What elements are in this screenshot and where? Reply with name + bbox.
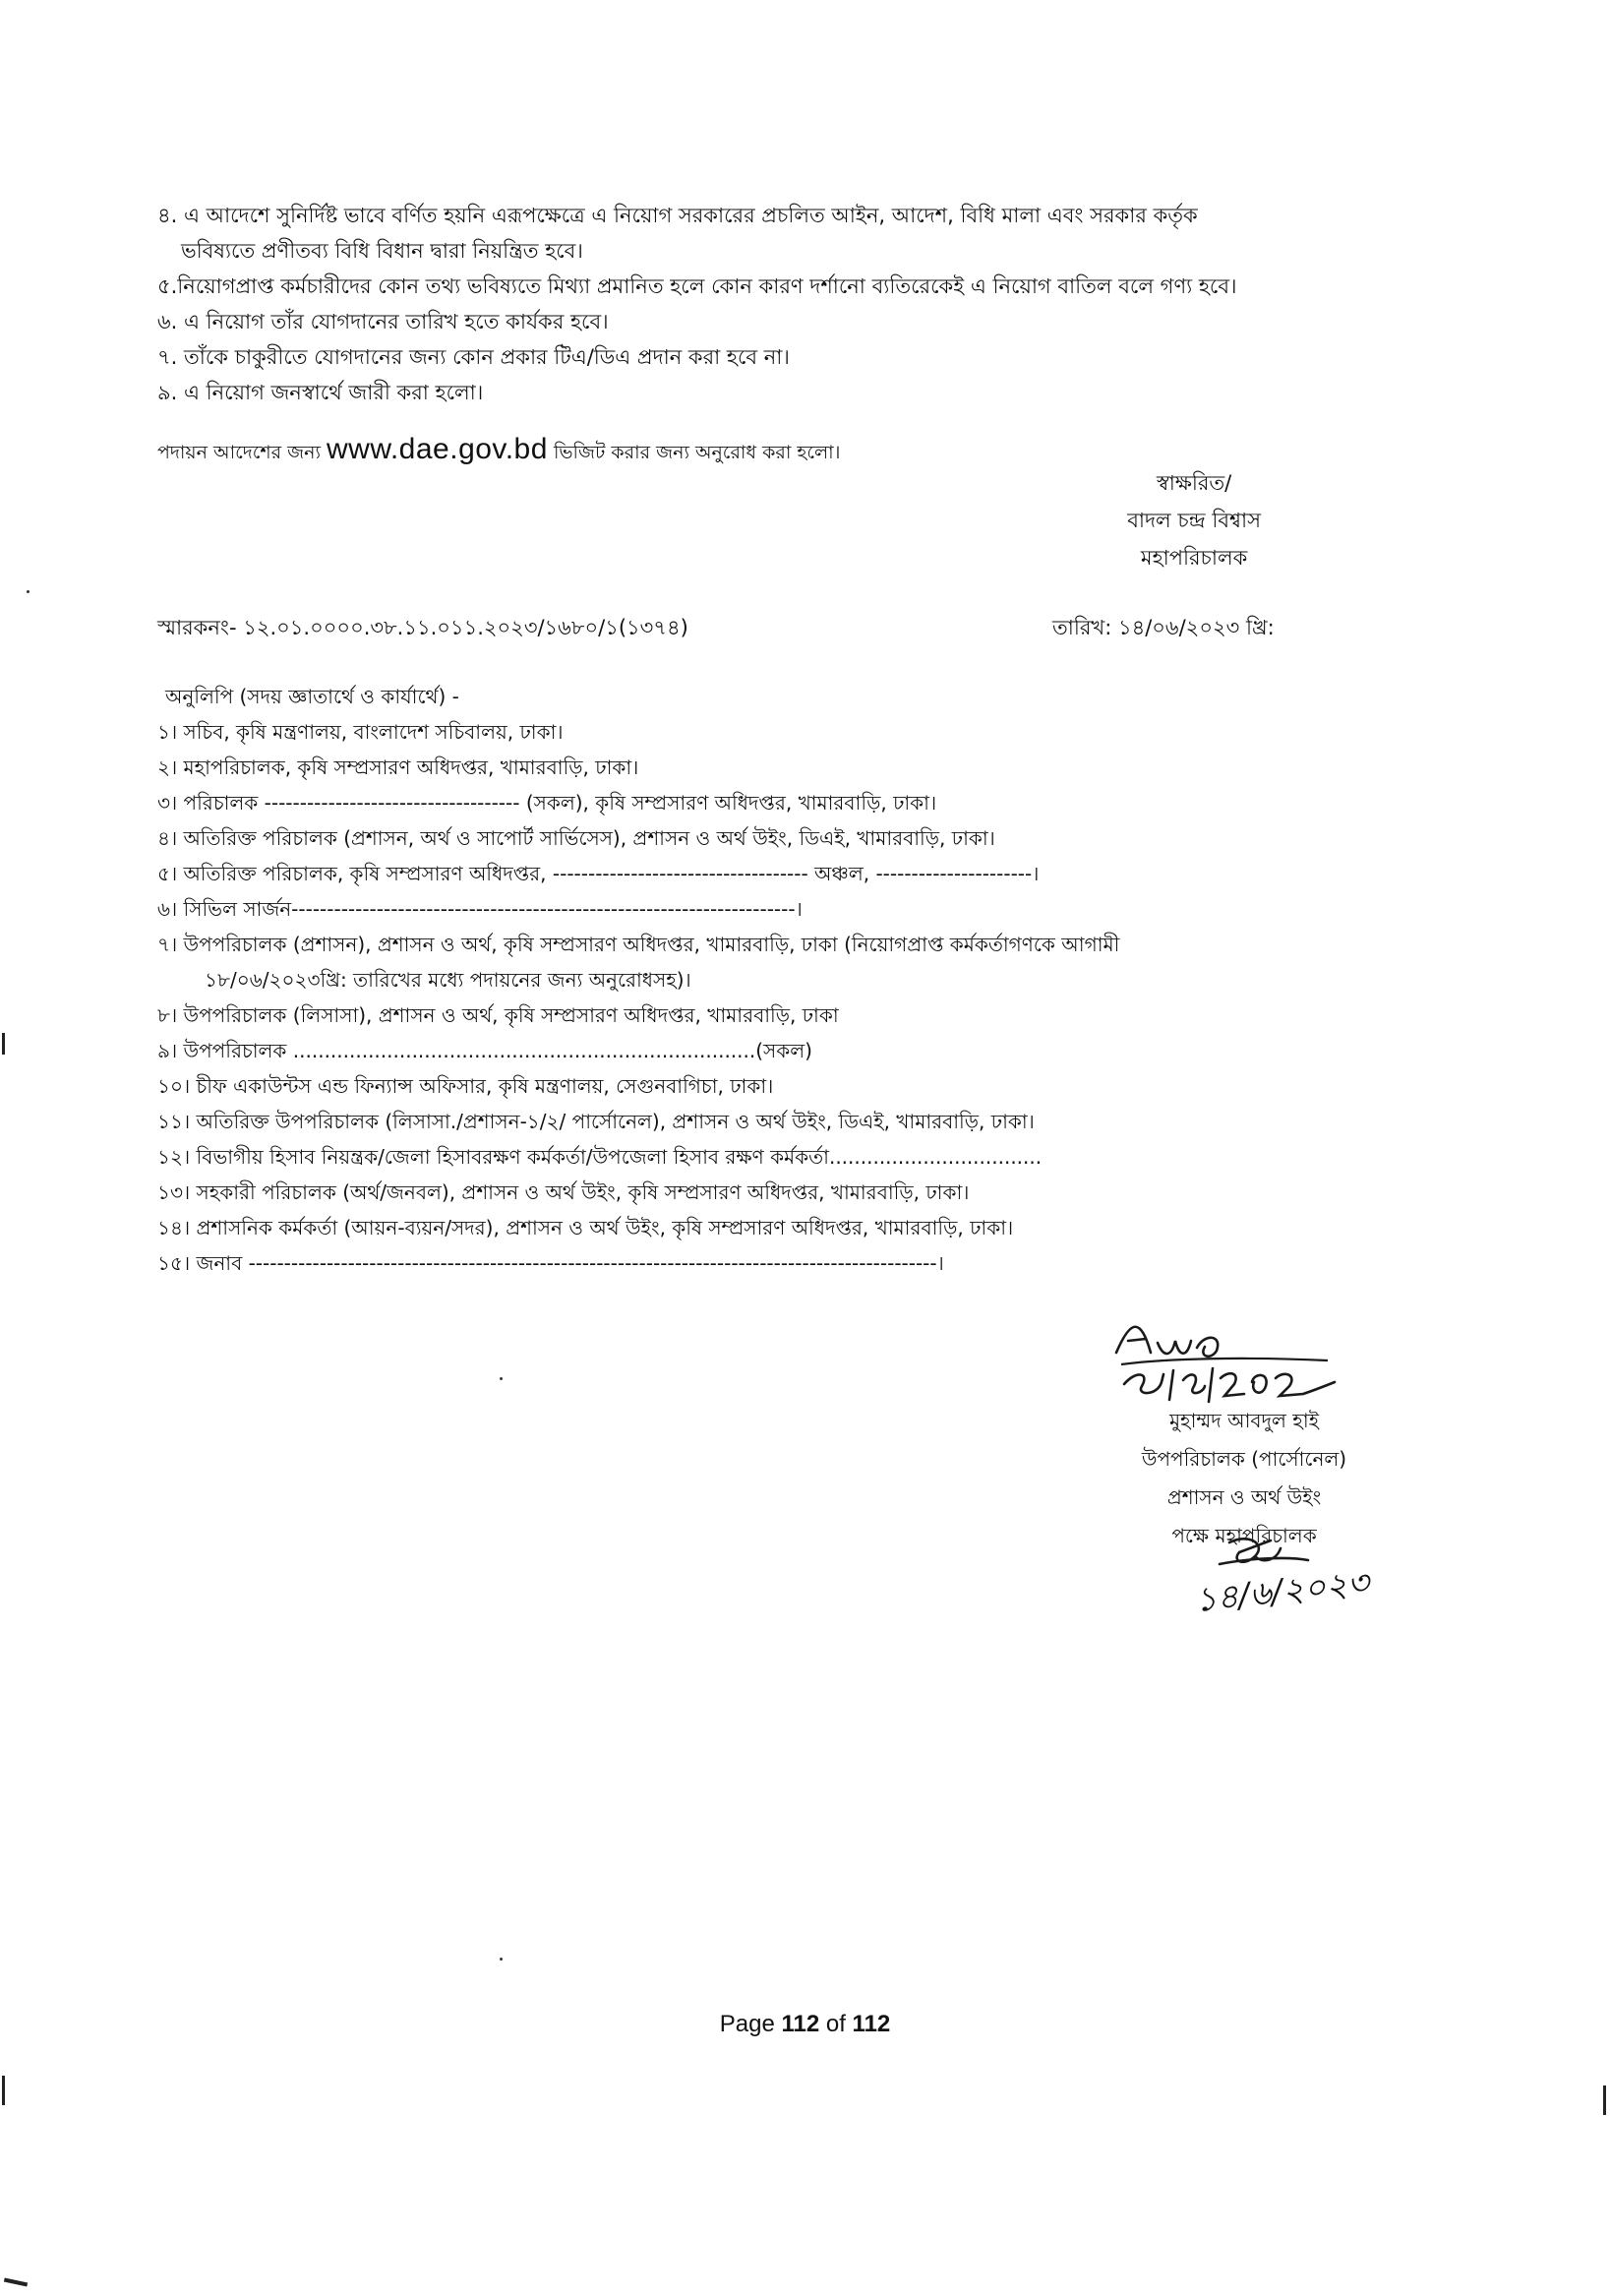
countersign-wing: প্রশাসন ও অর্থ উইং (1166, 1485, 1322, 1509)
scan-speck (500, 1958, 503, 1961)
countersign-designation: উপপরিচালক (পার্সোনেল) (1141, 1447, 1347, 1471)
copy-item: ১০। চীফ একাউন্টস এন্ড ফিন্যান্স অফিসার, কৃষি মন্ত্রণালয়, সেগুনবাগিচা, ঢাকা। (157, 1074, 774, 1098)
copy-item-continued: ১৮/০৬/২০২৩খ্রি: তারিখের মধ্যে পদায়নের জন্য অনুরোধসহ)। (205, 968, 691, 992)
scan-speck (500, 1377, 503, 1380)
signatory-name: বাদল চন্দ্র বিশ্বাস (1127, 509, 1261, 532)
copy-item: ১১। অতিরিক্ত উপপরিচালক (লিসাসা./প্রশাসন-১/২/ পার্সোনেল), প্রশাসন ও অর্থ উইং, ডিএই, খামারবাড়ি, ঢাকা। (157, 1110, 1035, 1133)
footer-page-word: Page (719, 2011, 775, 2037)
copy-item: ৭। উপপরিচালক (প্রশাসন), প্রশাসন ও অর্থ, কৃষি সম্প্রসারণ অধিদপ্তর, খামারবাড়ি, ঢাকা (নিয়োগপ্রাপ্ত কর্মকর্তাগণকে আগামী (157, 933, 1120, 956)
portal-url: www.dae.gov.bd (327, 433, 548, 465)
memo-date: তারিখ: ১৪/০৬/২০২৩ খ্রি: (1052, 616, 1275, 639)
portal-notice-before: পদায়ন আদেশের জন্য (157, 442, 327, 463)
condition-5: ৫.নিয়োগপ্রাপ্ত কর্মচারীদের কোন তথ্য ভবিষ্যতে মিথ্যা প্রমানিত হলে কোন কারণ দর্শানো ব্যতিরেকেই এ নিয়োগ বাতিল বলে গণ্য হবে। (157, 274, 1237, 298)
scan-edge-mark (1603, 2085, 1606, 2115)
signatory-designation: মহাপরিচালক (1140, 546, 1248, 570)
copy-item: ৩। পরিচালক ------------------------------------ (সকল), কৃষি সম্প্রসারণ অধিদপ্তর, খামারবাড়ি, ঢাকা। (157, 791, 937, 815)
copy-item: ১। সচিব, কৃষি মন্ত্রণালয়, বাংলাদেশ সচিবালয়, ঢাকা। (157, 720, 564, 744)
portal-notice-after: ভিজিট করার জন্য অনুরোধ করা হলো। (547, 442, 841, 463)
copy-item: ১৩। সহকারী পরিচালক (অর্থ/জনবল), প্রশাসন ও অর্থ উইং, কৃষি সম্প্রসারণ অধিদপ্তর, খামারবাড়ি, ঢাকা। (157, 1180, 970, 1204)
signed-mark: স্বাক্ষরিত/ (1156, 471, 1232, 495)
conditions-list (157, 202, 1237, 414)
footer-total-pages: 112 (852, 2011, 891, 2037)
copy-item: ৮। উপপরিচালক (লিসাসা), প্রশাসন ও অর্থ, কৃষি সম্প্রসারণ অধিদপ্তর, খামারবাড়ি, ঢাকা (157, 1003, 839, 1027)
copy-item: ২। মহাপরিচালক, কৃষি সম্প্রসারণ অধিদপ্তর, খামারবাড়ি, ঢাকা। (157, 755, 639, 779)
copy-item: ১৫। জনাব -------------------------------------------------------------------------------------------------। (157, 1251, 944, 1275)
condition-4: ৪. এ আদেশে সুনির্দিষ্ট ভাবে বর্ণিত হয়নি এরূপক্ষেত্রে এ নিয়োগ সরকারের প্রচলিত আইন, আদেশ, বিধি মালা এবং সরকার কর্তৃক (157, 204, 1198, 227)
condition-9: ৯. এ নিয়োগ জনস্বার্থে জারী করা হলো। (157, 381, 484, 404)
copy-item: ৬। সিভিল সার্জন-----------------------------------------------------------------------। (157, 897, 803, 921)
memo-number: স্মারকনং- ১২.০১.০০০০.৩৮.১১.০১১.২০২৩/১৬৮০/১(১৩৭৪) (157, 616, 688, 639)
copies-heading: অনুলিপি (সদয় জ্ঞাতার্থে ও কার্যার্থে) - (165, 685, 459, 708)
condition-7: ৭. তাঁকে চাকুরীতে যোগদানের জন্য কোন প্রকার টিএ/ডিএ প্রদান করা হবে না। (157, 345, 790, 369)
signatory-block (1127, 464, 1261, 576)
handwritten-date: ১৪/৬/২০২৩ (1193, 1562, 1371, 1621)
copy-item: ১৪। প্রশাসনিক কর্মকর্তা (আয়ন-ব্যয়ন/সদর), প্রশাসন ও অর্থ উইং, কৃষি সম্প্রসারণ অধিদপ্তর, খামারবাড়ি, ঢাকা। (157, 1216, 1014, 1239)
footer-current-page: 112 (781, 2011, 820, 2037)
scan-edge-mark (2, 2076, 5, 2105)
portal-notice (157, 433, 840, 470)
countersign-name: মুহাম্মদ আবদুল হাই (1168, 1409, 1320, 1432)
countersign-on-behalf: পক্ষে মহাপরিচালক (1171, 1524, 1317, 1547)
copy-item: ৫। অতিরিক্ত পরিচালক, কৃষি সম্প্রসারণ অধিদপ্তর, ------------------------------------ অঞ্চল, ----------------------। (157, 862, 1040, 885)
scan-speck (27, 590, 30, 593)
condition-6: ৬. এ নিয়োগ তাঁর যোগদানের তারিখ হতে কার্যকর হবে। (157, 310, 609, 333)
copy-item: ১২। বিভাগীয় হিসাব নিয়ন্ত্রক/জেলা হিসাবরক্ষণ কর্মকর্তা/উপজেলা হিসাব রক্ষণ কর্মকর্তা.................................. (157, 1145, 1043, 1169)
scan-edge-mark (4, 2278, 28, 2287)
footer-of-word: of (825, 2011, 846, 2037)
copy-item: ৪। অতিরিক্ত পরিচালক (প্রশাসন, অর্থ ও সাপোর্ট সার্ভিসেস), প্রশাসন ও অর্থ উইং, ডিএই, খামারবাড়ি, ঢাকা। (157, 826, 995, 850)
copy-item: ৯। উপপরিচালক ..........................................................................(সকল) (157, 1039, 812, 1062)
page-footer (0, 2011, 1610, 2038)
scan-edge-mark (2, 1033, 5, 1055)
countersign-block (1102, 1402, 1387, 1555)
condition-4-continued: ভবিষ্যতে প্রণীতব্য বিধি বিধান দ্বারা নিয়ন্ত্রিত হবে। (181, 239, 583, 263)
copies-list (157, 679, 1119, 1281)
